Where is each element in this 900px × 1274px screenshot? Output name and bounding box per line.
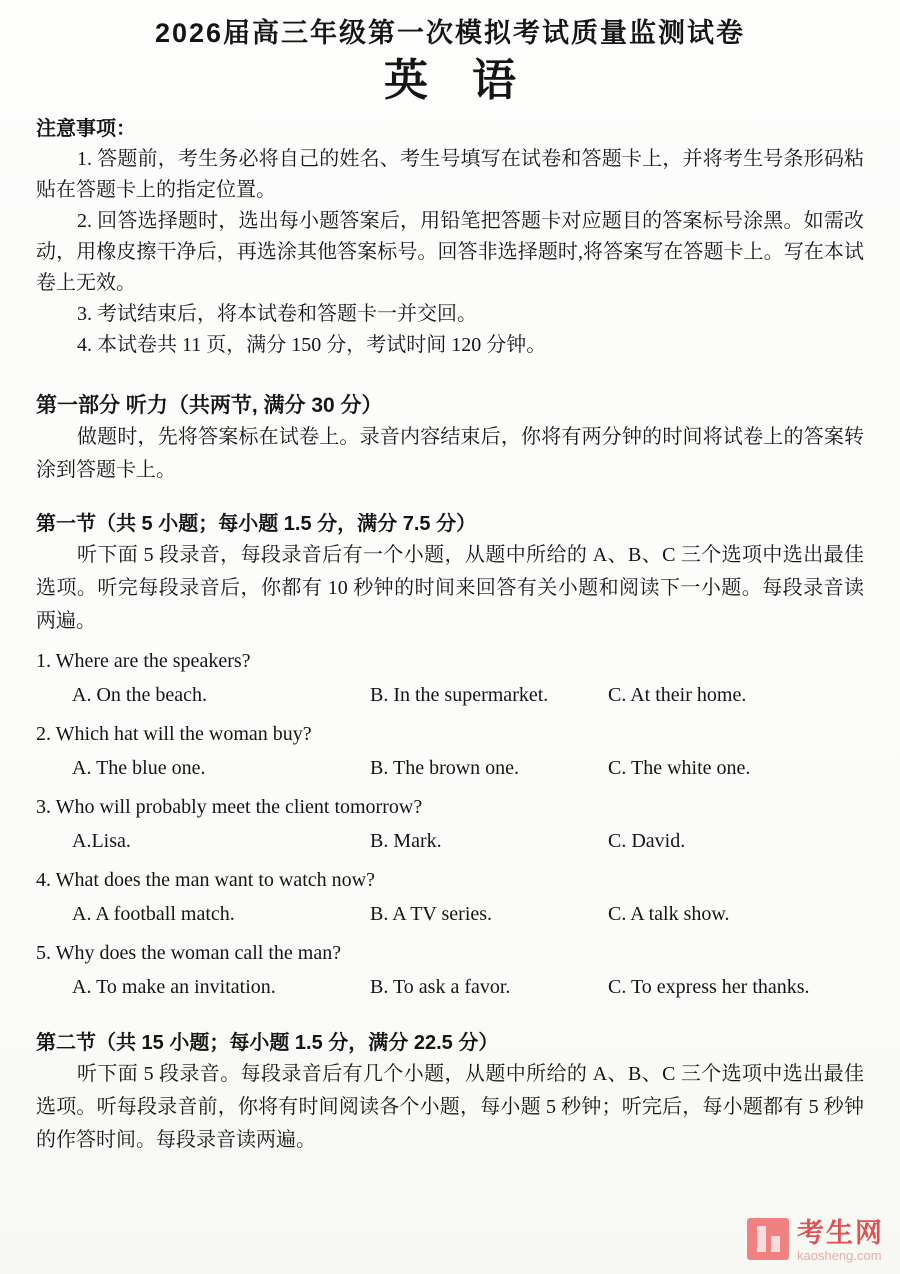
- logo-bar: [771, 1236, 780, 1252]
- question-text: 2. Which hat will the woman buy?: [36, 723, 312, 745]
- notice-heading: 注意事项：: [36, 118, 136, 140]
- notice-item-4: 4. 本试卷共 11 页，满分 150 分，考试时间 120 分钟。: [77, 334, 547, 356]
- kaosheng-logo-icon: [747, 1218, 789, 1260]
- section1-heading: 第一节（共 5 小题；每小题 1.5 分，满分 7.5 分）: [36, 513, 477, 535]
- notice-item-3: 3. 考试结束后，将本试卷和答题卡一并交回。: [77, 303, 477, 325]
- question-3: [36, 790, 864, 858]
- options-row: [36, 678, 864, 712]
- option-b: B. Mark.: [370, 830, 442, 852]
- options-row: [36, 824, 864, 858]
- question-4: [36, 863, 864, 931]
- options-row: [36, 897, 864, 931]
- question-list: [36, 644, 864, 1004]
- option-a: A. The blue one.: [72, 757, 206, 779]
- kaosheng-site-name: 考生网: [797, 1218, 884, 1248]
- options-row: [36, 970, 864, 1004]
- subject-title: 英 语: [384, 56, 516, 105]
- kaosheng-text-block: [797, 1218, 884, 1264]
- option-c: C. David.: [608, 830, 686, 852]
- part1-intro: 做题时，先将答案标在试卷上。录音内容结束后，你将有两分钟的时间将试卷上的答案转涂到答题卡上。: [36, 426, 864, 481]
- option-b: B. The brown one.: [370, 757, 520, 779]
- option-a: A. On the beach.: [72, 684, 207, 706]
- notice-item-1: 1. 答题前，考生务必将自己的姓名、考生号填写在试卷和答题卡上，并将考生号条形码粘贴在答题卡上的指定位置。: [36, 148, 864, 201]
- question-1: [36, 644, 864, 712]
- option-a: A. A football match.: [72, 903, 235, 925]
- section1-intro: 听下面 5 段录音，每段录音后有一个小题，从题中所给的 A、B、C 三个选项中选出最佳选项。听完每段录音后，你都有 10 秒钟的时间来回答有关小题和阅读下一小题。每段录音读两遍。: [36, 544, 864, 632]
- page-title: 2026届高三年级第一次模拟考试质量监测试卷: [154, 18, 746, 48]
- question-text: 4. What does the man want to watch now?: [36, 869, 375, 891]
- options-row: [36, 751, 864, 785]
- option-c: C. To express her thanks.: [608, 976, 810, 998]
- kaosheng-site-url: kaosheng.com: [797, 1248, 882, 1263]
- option-b: B. To ask a favor.: [370, 976, 511, 998]
- question-2: [36, 717, 864, 785]
- question-text: 3. Who will probably meet the client tomorrow?: [36, 796, 423, 818]
- option-c: C. At their home.: [608, 684, 747, 706]
- notice-section: [36, 114, 864, 361]
- section2-heading: 第二节（共 15 小题；每小题 1.5 分，满分 22.5 分）: [36, 1032, 499, 1054]
- part1-heading: 第一部分 听力（共两节, 满分 30 分）: [36, 394, 383, 417]
- option-a: A.Lisa.: [72, 830, 131, 852]
- question-text: 1. Where are the speakers?: [36, 650, 251, 672]
- question-text: 5. Why does the woman call the man?: [36, 942, 342, 964]
- option-b: B. A TV series.: [370, 903, 493, 925]
- kaosheng-watermark: [747, 1218, 884, 1264]
- question-5: [36, 936, 864, 1004]
- option-c: C. The white one.: [608, 757, 751, 779]
- option-c: C. A talk show.: [608, 903, 730, 925]
- option-a: A. To make an invitation.: [72, 976, 276, 998]
- logo-bar: [757, 1226, 766, 1252]
- section2-intro: 听下面 5 段录音。每段录音后有几个小题，从题中所给的 A、B、C 三个选项中选出最佳选项。听每段录音前，你将有时间阅读各个小题，每小题 5 秒钟；听完后，每小题都有 5 秒钟的作答时间。每段录音读两遍。: [36, 1063, 864, 1151]
- notice-item-2: 2. 回答选择题时，选出每小题答案后，用铅笔把答题卡对应题目的答案标号涂黑。如需改动，用橡皮擦干净后，再选涂其他答案标号。回答非选择题时,将答案写在答题卡上。写在本试卷上无效。: [36, 210, 864, 294]
- option-b: B. In the supermarket.: [370, 684, 549, 706]
